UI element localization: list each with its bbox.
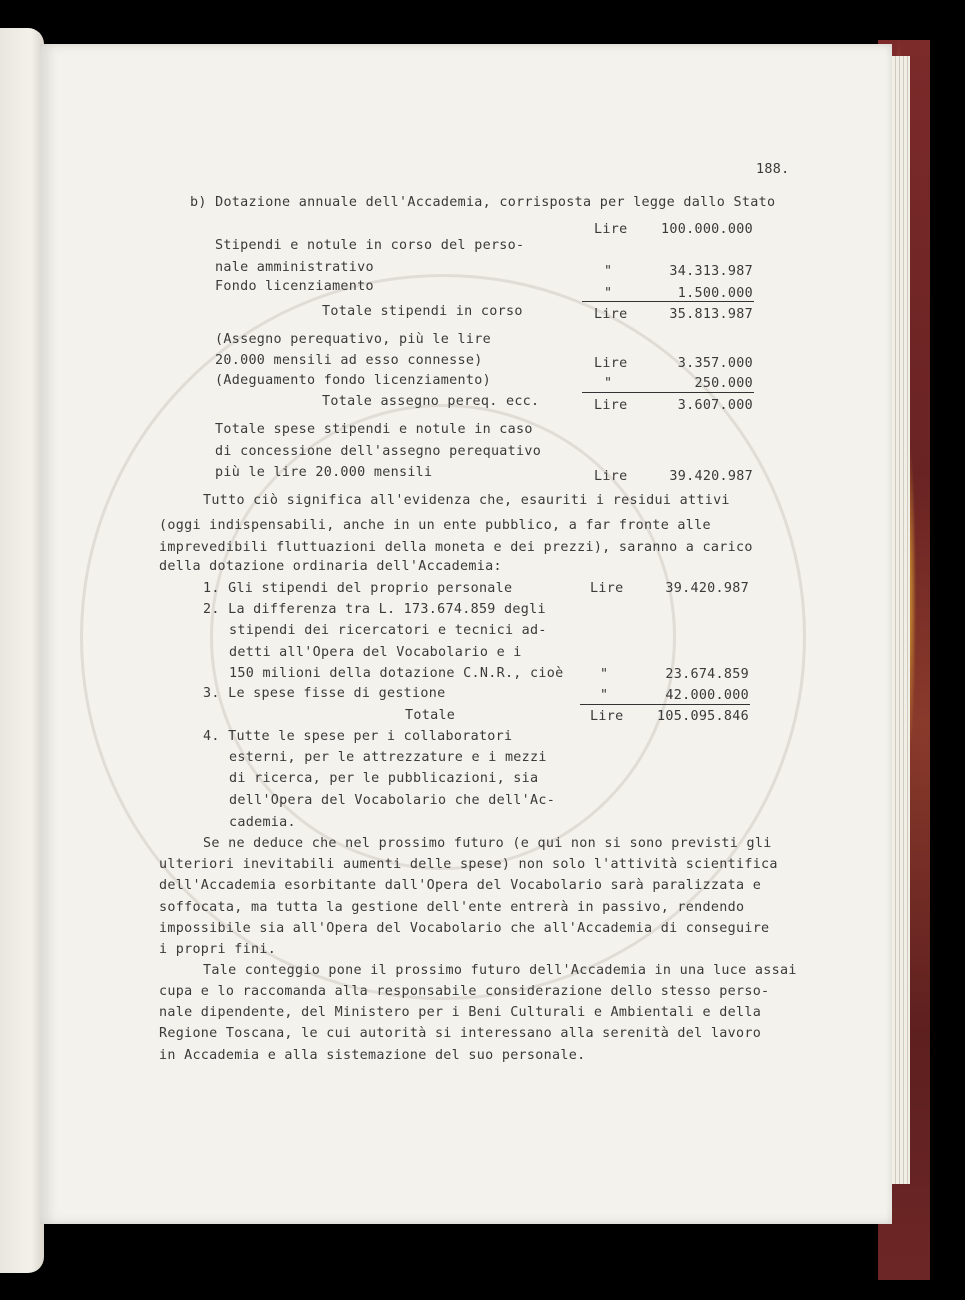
totale-assegno-currency: Lire	[594, 398, 628, 413]
list-item-2-line-4: 150 milioni della dotazione C.N.R., cioè	[229, 666, 564, 681]
subtotal-rule-2	[582, 392, 754, 393]
list-item-2-ditto: "	[600, 667, 609, 682]
totale-assegno-amount: 3.607.000	[677, 398, 753, 413]
total-rule	[580, 704, 750, 705]
totale-spese-line-1: Totale spese stipendi e notule in caso	[215, 422, 533, 437]
para1-line-2: (oggi indispensabili, anche in un ente pubblico, a far fronte alle	[159, 518, 711, 533]
subtotal-rule-1	[582, 301, 754, 302]
list-item-1-amount: 39.420.987	[665, 581, 749, 596]
fondo-label: Fondo licenziamento	[215, 279, 374, 294]
totale-assegno-label: Totale assegno pereq. ecc.	[322, 394, 540, 409]
list-totale-amount: 105.095.846	[657, 709, 749, 724]
adeguamento-amount: 250.000	[694, 376, 753, 391]
adeguamento-label: (Adeguamento fondo licenziamento)	[215, 373, 491, 388]
list-item-4-line-4: dell'Opera del Vocabolario che dell'Ac-	[229, 793, 556, 808]
fondo-ditto: "	[604, 286, 613, 301]
list-item-4-line-5: cademia.	[229, 815, 296, 830]
para2-line-4: soffocata, ma tutta la gestione dell'ente entrerà in passivo, rendendo	[159, 900, 745, 915]
list-item-4-line-2: esterni, per le attrezzature e i mezzi	[229, 750, 547, 765]
page-number: 188.	[756, 162, 790, 177]
assegno-line-2: 20.000 mensili ad esso connesse)	[215, 353, 483, 368]
totale-stipendi-label: Totale stipendi in corso	[322, 304, 523, 319]
list-item-3-amount: 42.000.000	[665, 688, 749, 703]
para2-line-3: dell'Accademia esorbitante dall'Opera del Vocabolario sarà paralizzata e	[159, 878, 762, 893]
para3-line-2: cupa e lo raccomanda alla responsabile considerazione dello stesso perso-	[159, 984, 770, 999]
list-item-3: 3. Le spese fisse di gestione	[203, 686, 446, 701]
stipendi-line-2: nale amministrativo	[215, 260, 374, 275]
assegno-amount: 3.357.000	[677, 356, 753, 371]
fondo-amount: 1.500.000	[677, 286, 753, 301]
previous-page-edge	[0, 28, 44, 1273]
list-totale-label: Totale	[405, 708, 456, 723]
stipendi-ditto: "	[604, 264, 613, 279]
para3-line-4: Regione Toscana, le cui autorità si interessano alla serenità del lavoro	[159, 1026, 762, 1041]
list-item-1-currency: Lire	[590, 581, 624, 596]
list-item-3-ditto: "	[600, 688, 609, 703]
list-item-2-line-2: stipendi dei ricercatori e tecnici ad-	[229, 623, 547, 638]
list-item-2-line-1: 2. La differenza tra L. 173.674.859 degli	[203, 602, 546, 617]
para3-line-5: in Accademia e alla sistemazione del suo personale.	[159, 1048, 586, 1063]
para1-line-3: imprevedibili fluttuazioni della moneta e dei prezzi), saranno a carico	[159, 540, 753, 555]
para1-line-1: Tutto ciò significa all'evidenza che, esauriti i residui attivi	[203, 493, 730, 508]
totale-spese-amount: 39.420.987	[669, 469, 753, 484]
list-item-2-line-3: detti all'Opera del Vocabolario e i	[229, 645, 522, 660]
totale-spese-currency: Lire	[594, 469, 628, 484]
para1-line-4: della dotazione ordinaria dell'Accademia:	[159, 559, 502, 574]
assegno-currency: Lire	[594, 356, 628, 371]
totale-stipendi-amount: 35.813.987	[669, 307, 753, 322]
list-item-4-line-1: 4. Tutte le spese per i collaboratori	[203, 729, 513, 744]
para2-line-1: Se ne deduce che nel prossimo futuro (e qui non si sono previsti gli	[203, 836, 772, 851]
list-item-2-amount: 23.674.859	[665, 667, 749, 682]
totale-stipendi-currency: Lire	[594, 307, 628, 322]
totale-spese-line-2: di concessione dell'assegno perequativo	[215, 444, 542, 459]
stipendi-amount: 34.313.987	[669, 264, 753, 279]
para3-line-1: Tale conteggio pone il prossimo futuro dell'Accademia in una luce assai	[203, 963, 797, 978]
dotazione-amount: 100.000.000	[661, 222, 753, 237]
list-item-1: 1. Gli stipendi del proprio personale	[203, 581, 513, 596]
para2-line-5: impossibile sia all'Opera del Vocabolario che all'Accademia di conseguire	[159, 921, 770, 936]
section-heading: b) Dotazione annuale dell'Accademia, corrisposta per legge dallo Stato	[190, 195, 776, 210]
para2-line-6: i propri fini.	[159, 942, 277, 957]
assegno-line-1: (Assegno perequativo, più le lire	[215, 332, 491, 347]
totale-spese-line-3: più le lire 20.000 mensili	[215, 465, 433, 480]
list-totale-currency: Lire	[590, 709, 624, 724]
list-item-4-line-3: di ricerca, per le pubblicazioni, sia	[229, 771, 539, 786]
para3-line-3: nale dipendente, del Ministero per i Beni Culturali e Ambientali e della	[159, 1005, 762, 1020]
stipendi-line-1: Stipendi e notule in corso del perso-	[215, 238, 525, 253]
adeguamento-ditto: "	[604, 376, 613, 391]
dotazione-currency: Lire	[594, 222, 628, 237]
para2-line-2: ulteriori inevitabili aumenti delle spese) non solo l'attività scientifica	[159, 857, 778, 872]
